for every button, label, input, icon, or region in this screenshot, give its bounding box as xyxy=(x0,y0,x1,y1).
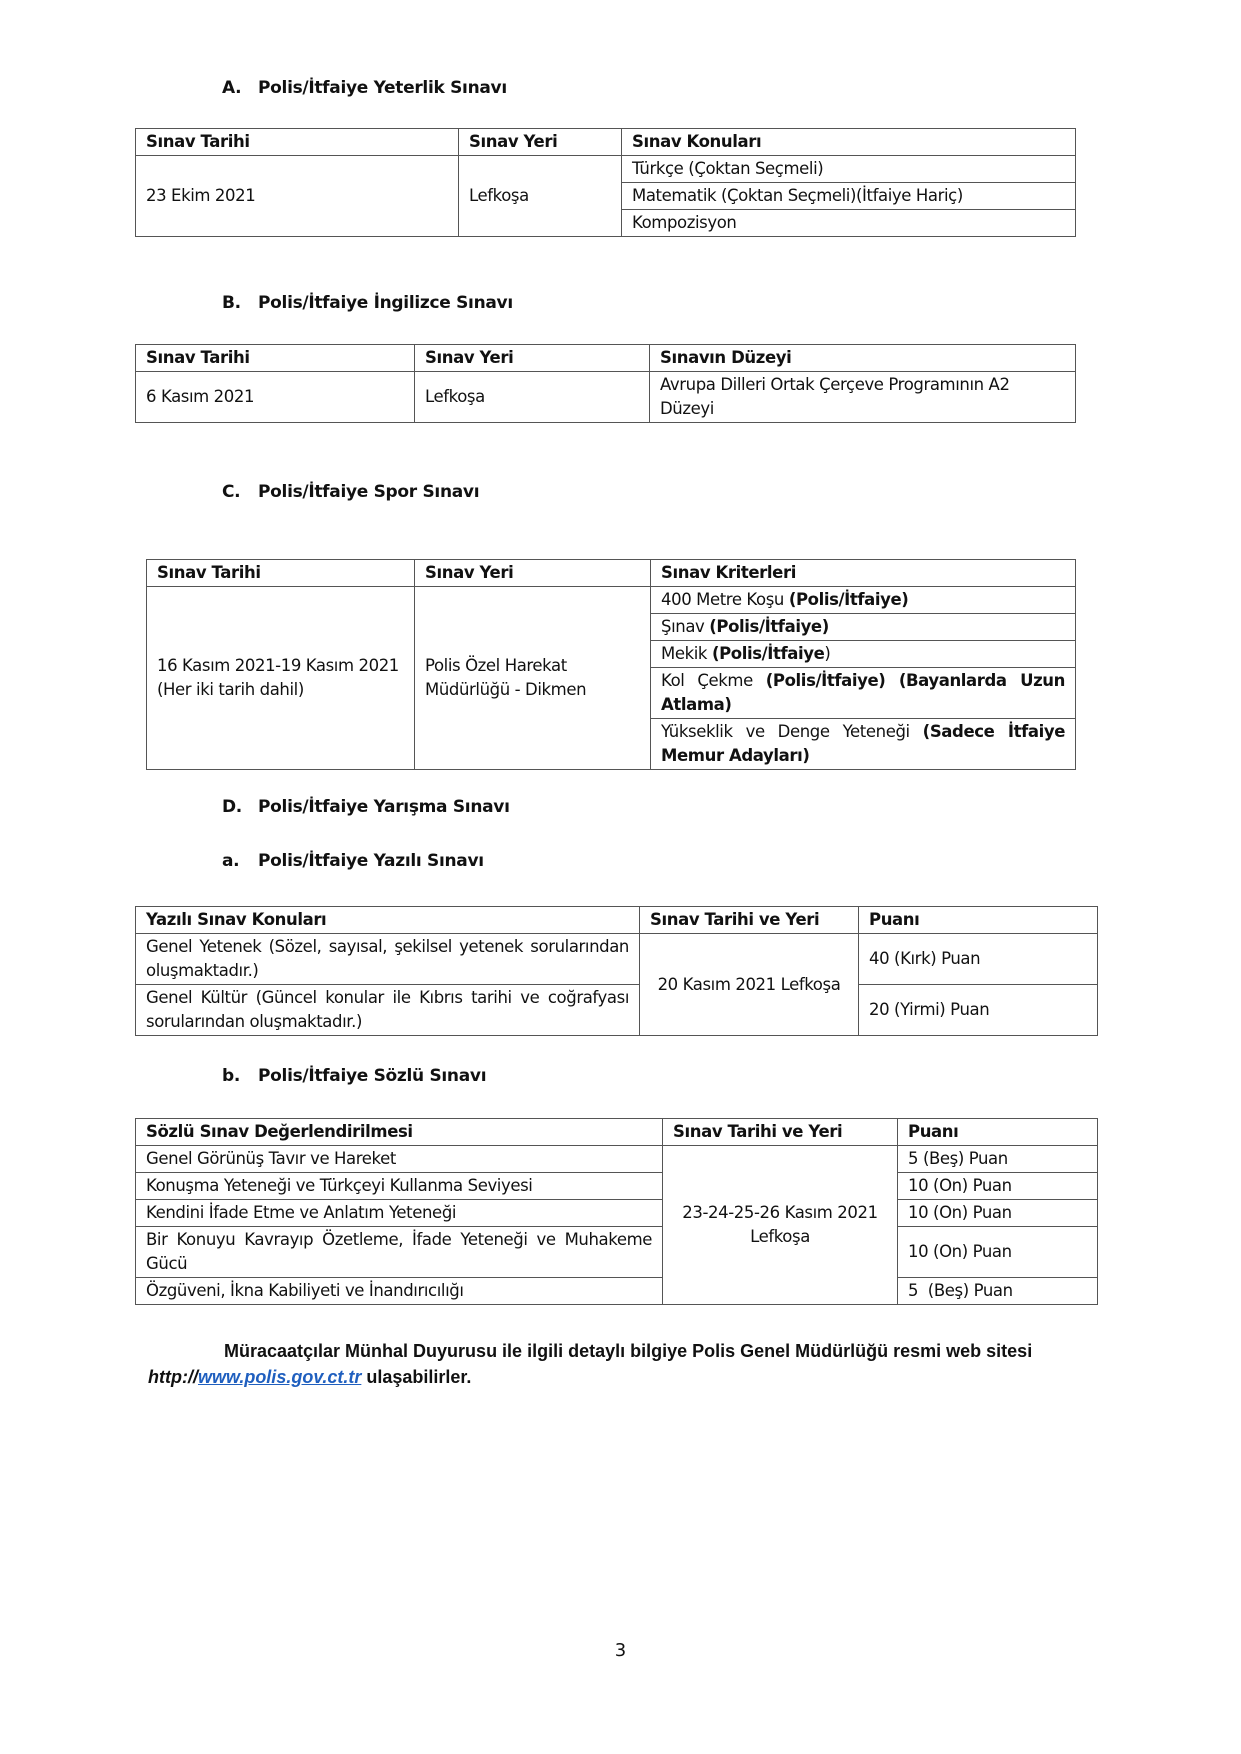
header-cell: Puanı xyxy=(859,907,1098,934)
written-points: 20 (Yirmi) Puan xyxy=(859,985,1098,1036)
header-cell: Sınav Tarihi xyxy=(136,345,415,372)
table-header-row xyxy=(136,129,1076,156)
oral-exam-table xyxy=(135,1118,1098,1305)
oral-date-place: 23-24-25-26 Kasım 2021 Lefkoşa xyxy=(663,1146,898,1305)
exam-criterion: Kol Çekme (Polis/İtfaiye) (Bayanlarda Uzun Atlama) xyxy=(651,668,1076,719)
table-row xyxy=(136,156,1076,183)
table-row xyxy=(136,1227,1098,1278)
section-a-title: Polis/İtfaiye Yeterlik Sınavı xyxy=(258,78,507,98)
header-cell: Sınav Tarihi ve Yeri xyxy=(663,1119,898,1146)
table-row xyxy=(136,1146,1098,1173)
exam-place: Lefkoşa xyxy=(459,156,622,237)
section-b-heading xyxy=(222,293,513,313)
section-c-table xyxy=(146,559,1076,770)
section-b-table xyxy=(135,344,1076,423)
exam-criterion: Şınav (Polis/İtfaiye) xyxy=(651,614,1076,641)
website-link[interactable]: www.polis.gov.ct.tr xyxy=(197,1367,362,1387)
exam-criterion: Mekik (Polis/İtfaiye) xyxy=(651,641,1076,668)
header-cell: Sınavın Düzeyi xyxy=(650,345,1076,372)
oral-criterion: Konuşma Yeteneği ve Türkçeyi Kullanma Seviyesi xyxy=(136,1173,663,1200)
page-number: 3 xyxy=(614,1640,627,1661)
exam-date: 23 Ekim 2021 xyxy=(136,156,459,237)
table-row xyxy=(147,587,1076,614)
footer-text-end: ulaşabilirler. xyxy=(361,1367,472,1387)
header-cell: Sınav Yeri xyxy=(415,560,651,587)
header-cell: Puanı xyxy=(898,1119,1098,1146)
header-cell: Sınav Tarihi xyxy=(136,129,459,156)
oral-criterion: Özgüveni, İkna Kabiliyeti ve İnandırıcılığı xyxy=(136,1278,663,1305)
exam-date: 16 Kasım 2021-19 Kasım 2021 (Her iki tarih dahil) xyxy=(147,587,415,770)
section-b-title: Polis/İtfaiye İngilizce Sınavı xyxy=(258,293,513,313)
header-cell: Sınav Tarihi ve Yeri xyxy=(640,907,859,934)
written-points: 40 (Kırk) Puan xyxy=(859,934,1098,985)
header-cell: Sınav Yeri xyxy=(459,129,622,156)
footer-note xyxy=(148,1338,1078,1390)
section-a-letter: A. xyxy=(222,78,242,98)
exam-place: Polis Özel Harekat Müdürlüğü - Dikmen xyxy=(415,587,651,770)
exam-criterion: 400 Metre Koşu (Polis/İtfaiye) xyxy=(651,587,1076,614)
table-header-row xyxy=(136,907,1098,934)
oral-criterion: Genel Görünüş Tavır ve Hareket xyxy=(136,1146,663,1173)
table-row xyxy=(136,985,1098,1036)
written-exam-heading xyxy=(222,851,484,871)
oral-points: 5 (Beş) Puan xyxy=(898,1146,1098,1173)
table-row xyxy=(136,372,1076,423)
section-d-letter: D. xyxy=(222,797,242,817)
link-prefix: http:// xyxy=(148,1367,198,1387)
header-cell: Sınav Konuları xyxy=(622,129,1076,156)
section-c-title: Polis/İtfaiye Spor Sınavı xyxy=(258,482,480,502)
header-cell: Yazılı Sınav Konuları xyxy=(136,907,640,934)
exam-subject: Türkçe (Çoktan Seçmeli) xyxy=(622,156,1076,183)
section-c-letter: C. xyxy=(222,482,241,502)
table-row xyxy=(136,1200,1098,1227)
table-header-row xyxy=(147,560,1076,587)
written-exam-letter: a. xyxy=(222,851,240,871)
written-subject: Genel Yetenek (Sözel, sayısal, şekilsel yetenek sorularından oluşmaktadır.) xyxy=(136,934,640,985)
header-cell: Sözlü Sınav Değerlendirilmesi xyxy=(136,1119,663,1146)
written-subject: Genel Kültür (Güncel konular ile Kıbrıs tarihi ve coğrafyası sorularından oluşmaktadır.) xyxy=(136,985,640,1036)
exam-place: Lefkoşa xyxy=(415,372,650,423)
footer-text: Müracaatçılar Münhal Duyurusu ile ilgili detaylı bilgiye Polis Genel Müdürlüğü resmi web sitesi xyxy=(224,1341,1033,1361)
exam-subject: Kompozisyon xyxy=(622,210,1076,237)
oral-points: 5 (Beş) Puan xyxy=(898,1278,1098,1305)
exam-criterion: Yükseklik ve Denge Yeteneği (Sadece İtfaiye Memur Adayları) xyxy=(651,719,1076,770)
header-cell: Sınav Tarihi xyxy=(147,560,415,587)
written-date-place: 20 Kasım 2021 Lefkoşa xyxy=(640,934,859,1036)
section-a-heading xyxy=(222,78,507,98)
oral-criterion: Kendini İfade Etme ve Anlatım Yeteneği xyxy=(136,1200,663,1227)
table-row xyxy=(136,1278,1098,1305)
oral-criterion: Bir Konuyu Kavrayıp Özetleme, İfade Yeteneği ve Muhakeme Gücü xyxy=(136,1227,663,1278)
section-c-heading xyxy=(222,482,479,502)
oral-exam-heading xyxy=(222,1066,486,1086)
oral-exam-title: Polis/İtfaiye Sözlü Sınavı xyxy=(258,1066,487,1086)
table-header-row xyxy=(136,345,1076,372)
oral-points: 10 (On) Puan xyxy=(898,1200,1098,1227)
written-exam-title: Polis/İtfaiye Yazılı Sınavı xyxy=(258,851,484,871)
table-row xyxy=(136,934,1098,985)
exam-date: 6 Kasım 2021 xyxy=(136,372,415,423)
table-row xyxy=(136,1173,1098,1200)
section-d-title: Polis/İtfaiye Yarışma Sınavı xyxy=(258,797,510,817)
written-exam-table xyxy=(135,906,1098,1036)
oral-points: 10 (On) Puan xyxy=(898,1227,1098,1278)
exam-subject: Matematik (Çoktan Seçmeli)(İtfaiye Hariç) xyxy=(622,183,1076,210)
section-a-table xyxy=(135,128,1076,237)
header-cell: Sınav Yeri xyxy=(415,345,650,372)
oral-exam-letter: b. xyxy=(222,1066,241,1086)
section-b-letter: B. xyxy=(222,293,241,313)
exam-level: Avrupa Dilleri Ortak Çerçeve Programının A2 Düzeyi xyxy=(650,372,1076,423)
table-header-row xyxy=(136,1119,1098,1146)
header-cell: Sınav Kriterleri xyxy=(651,560,1076,587)
section-d-heading xyxy=(222,797,510,817)
oral-points: 10 (On) Puan xyxy=(898,1173,1098,1200)
